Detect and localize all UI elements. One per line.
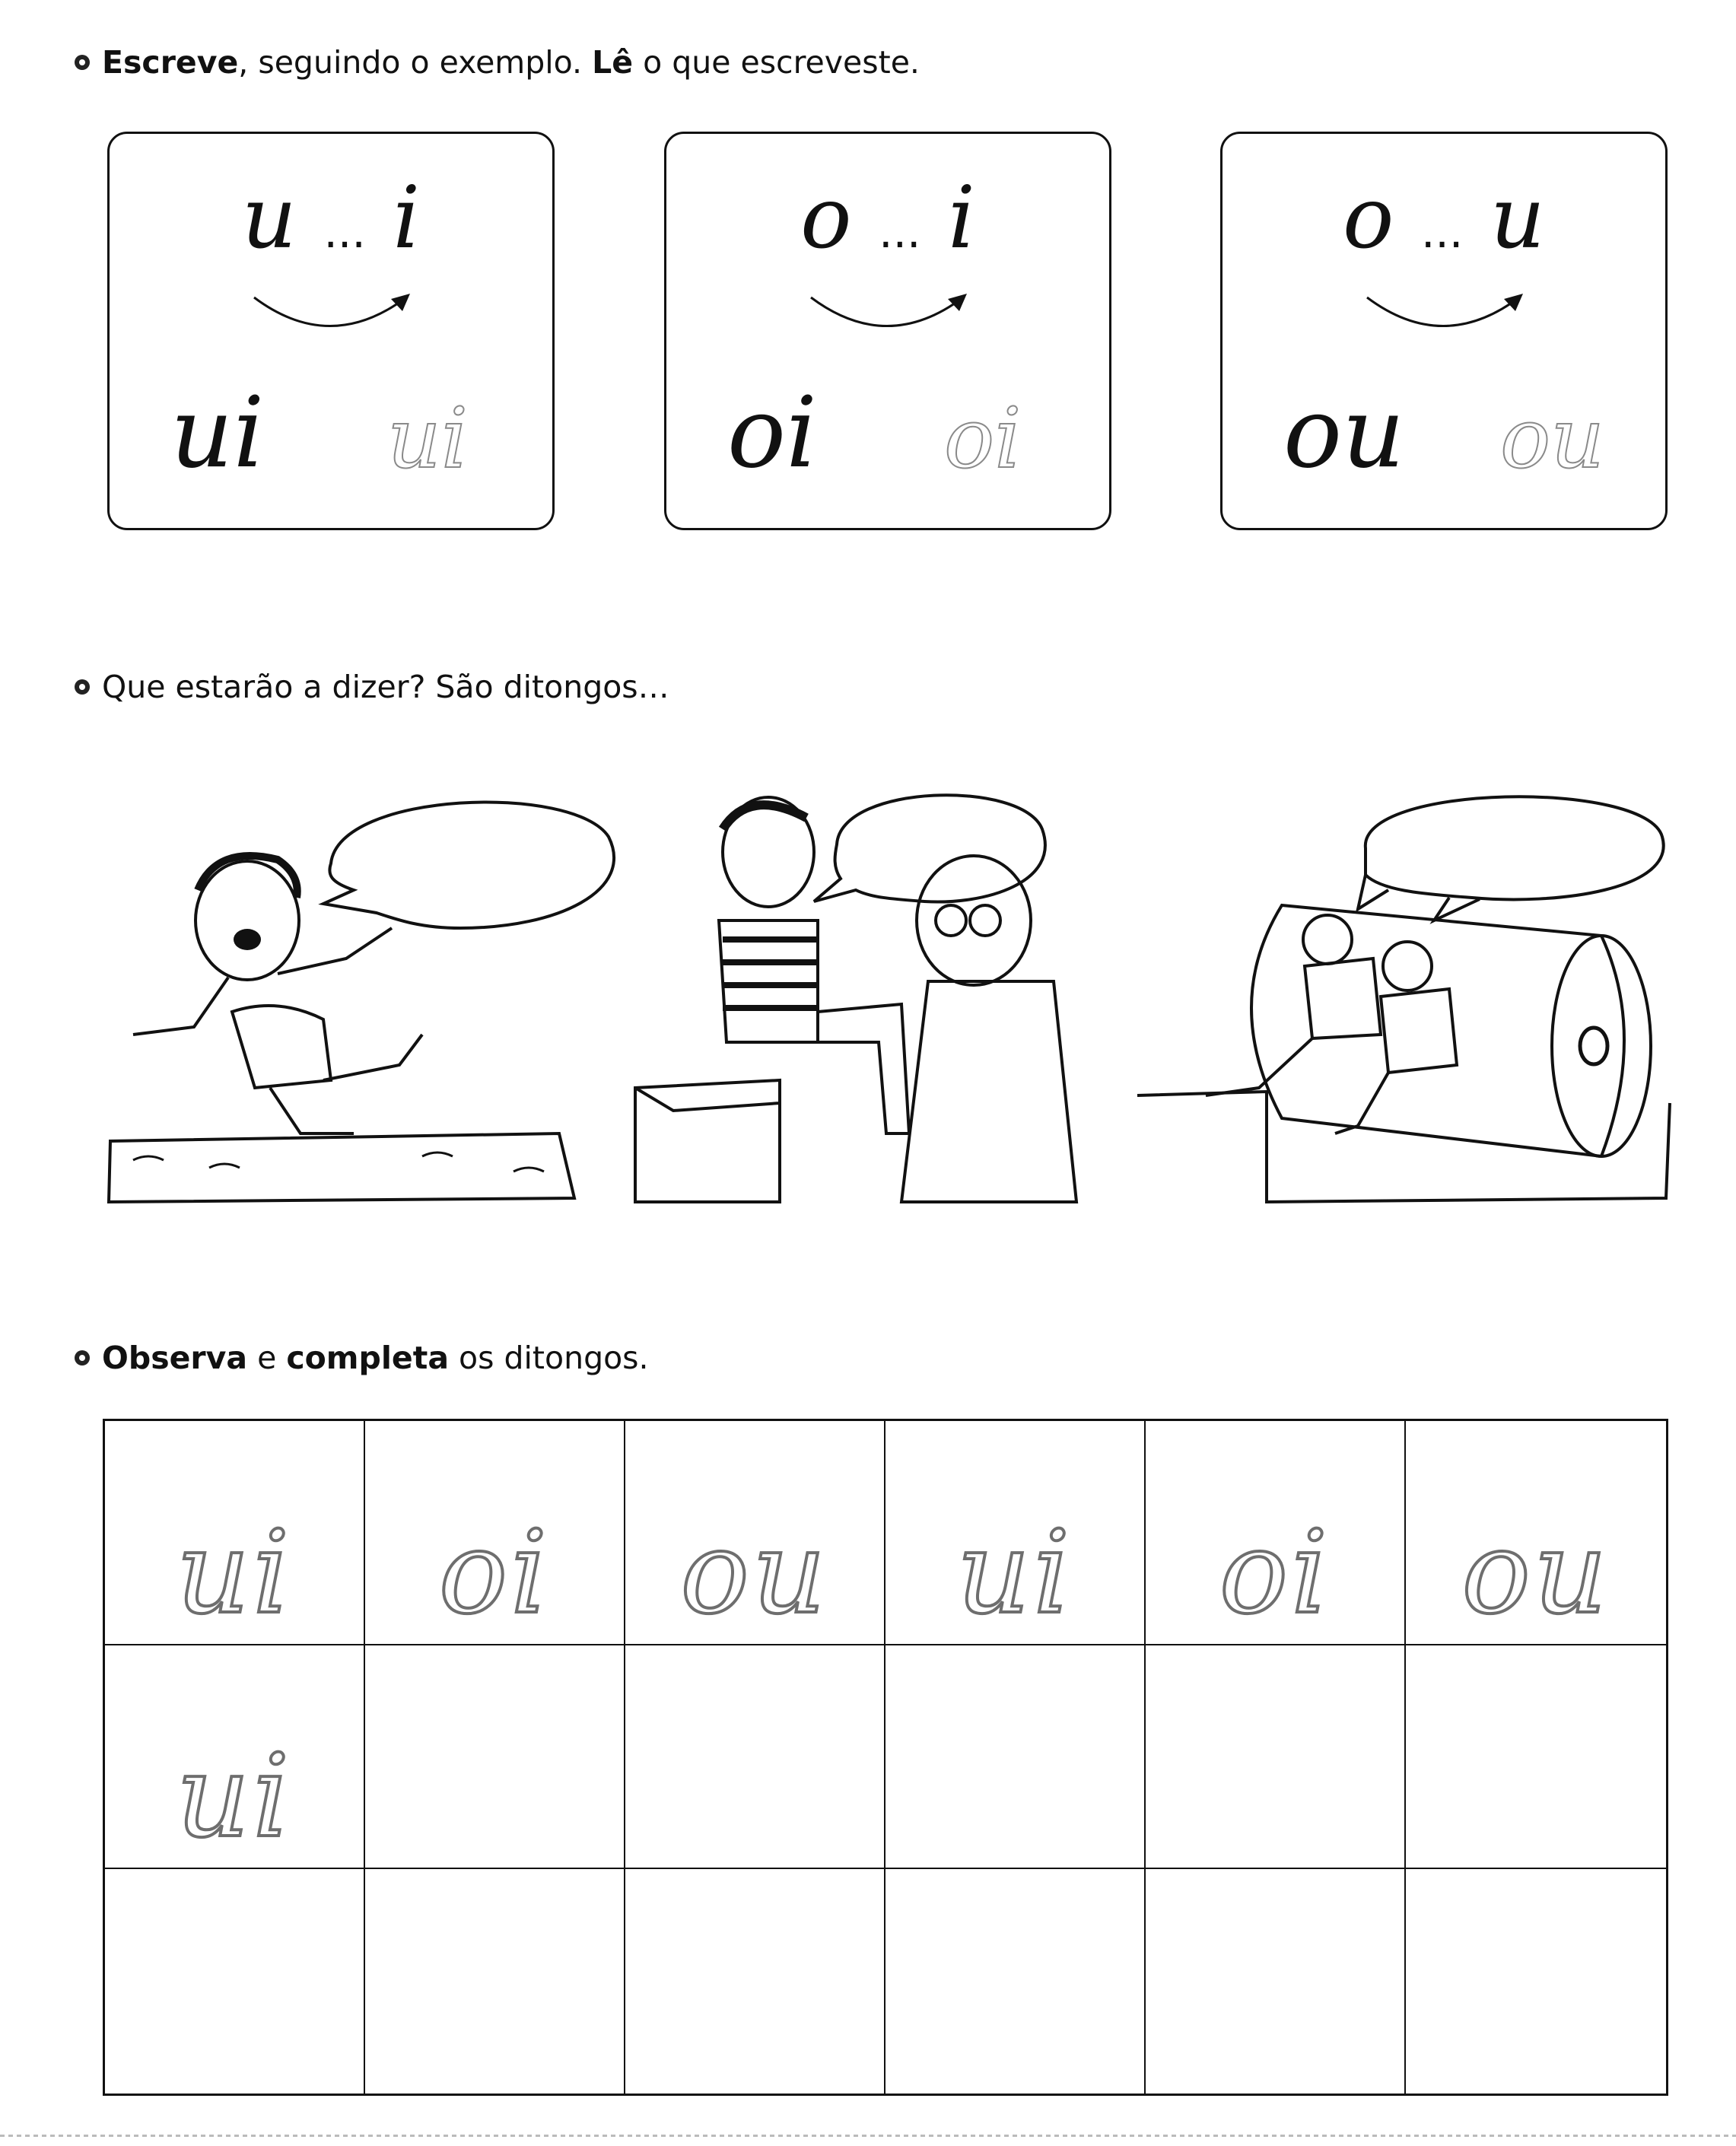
grid-cell[interactable] bbox=[1406, 1421, 1666, 1645]
ellipsis: ... bbox=[323, 206, 366, 258]
diphthong-trace[interactable]: ui bbox=[387, 389, 469, 487]
vowel-second: i bbox=[393, 169, 421, 268]
instruction-bold: Observa bbox=[102, 1340, 248, 1376]
vowel-first: o bbox=[1342, 169, 1394, 268]
vowel-pair bbox=[1223, 169, 1665, 268]
speech-bubble[interactable] bbox=[814, 795, 1045, 901]
grid-cell[interactable] bbox=[625, 1421, 885, 1645]
bullet-icon bbox=[75, 55, 90, 70]
instruction-write bbox=[75, 44, 920, 81]
grid-cell[interactable] bbox=[885, 1869, 1146, 2094]
instruction-text: , seguindo o exemplo. bbox=[238, 44, 593, 81]
grid-cell[interactable] bbox=[625, 1869, 885, 2094]
vowel-pair bbox=[666, 169, 1109, 268]
kids-pushing-roller-illustration bbox=[1130, 776, 1674, 1213]
instruction-bold: Lê bbox=[592, 44, 634, 81]
instruction-bold: completa bbox=[286, 1340, 449, 1376]
page-bottom-divider bbox=[0, 2135, 1736, 2137]
instruction-text: os ditongos. bbox=[449, 1340, 649, 1376]
diphthong-word: ui bbox=[170, 377, 265, 490]
tracing-grid bbox=[103, 1419, 1668, 2096]
example-card-ui bbox=[107, 132, 555, 530]
instruction-what-saying bbox=[75, 669, 669, 705]
instruction-text: Que estarão a dizer? São ditongos… bbox=[102, 669, 669, 705]
vowel-pair bbox=[110, 169, 552, 268]
bullet-icon bbox=[75, 679, 90, 695]
curved-arrow-icon bbox=[803, 282, 978, 351]
grid-cell[interactable] bbox=[105, 1421, 365, 1645]
vowel-first: o bbox=[800, 169, 852, 268]
speech-bubble[interactable] bbox=[323, 802, 614, 928]
dotted-diphthong: oi bbox=[1219, 1506, 1331, 1639]
boy-falling-illustration bbox=[103, 776, 620, 1213]
bullet-icon bbox=[75, 1350, 90, 1365]
dotted-diphthong: ui bbox=[956, 1506, 1073, 1639]
grid-cell[interactable] bbox=[365, 1421, 625, 1645]
ellipsis: ... bbox=[1420, 206, 1464, 258]
grid-cell[interactable] bbox=[885, 1645, 1146, 1870]
example-card-oi bbox=[664, 132, 1111, 530]
grid-cell[interactable] bbox=[105, 1869, 365, 2094]
instruction-text: o que escreveste. bbox=[633, 44, 920, 81]
grid-cell[interactable] bbox=[1406, 1645, 1666, 1870]
vowel-first: u bbox=[241, 169, 297, 268]
dotted-diphthong: ui bbox=[176, 1731, 293, 1864]
speech-bubble[interactable] bbox=[1366, 796, 1664, 899]
instruction-observe bbox=[75, 1340, 649, 1376]
grid-cell[interactable] bbox=[1146, 1421, 1406, 1645]
diphthong-word: ou bbox=[1283, 377, 1405, 490]
instruction-bold: Escreve bbox=[102, 44, 239, 81]
grid-cell[interactable] bbox=[1406, 1869, 1666, 2094]
grid-cell[interactable] bbox=[1146, 1645, 1406, 1870]
ellipsis: ... bbox=[879, 206, 921, 258]
grid-cell[interactable] bbox=[625, 1645, 885, 1870]
example-card-ou bbox=[1220, 132, 1668, 530]
curved-arrow-icon bbox=[246, 282, 421, 351]
diphthong-trace[interactable]: oi bbox=[944, 389, 1022, 487]
grid-cell[interactable] bbox=[365, 1869, 625, 2094]
diphthong-word: oi bbox=[727, 377, 817, 490]
grid-cell[interactable] bbox=[885, 1421, 1146, 1645]
dotted-diphthong: oi bbox=[438, 1506, 551, 1639]
dotted-diphthong: ou bbox=[1461, 1506, 1610, 1639]
vowel-second: i bbox=[948, 169, 975, 268]
grid-cell[interactable] bbox=[105, 1645, 365, 1870]
curved-arrow-icon bbox=[1359, 282, 1534, 351]
vowel-second: u bbox=[1490, 169, 1546, 268]
dotted-diphthong: ui bbox=[176, 1506, 293, 1639]
boy-and-doctor-illustration bbox=[628, 776, 1092, 1213]
grid-cell[interactable] bbox=[365, 1645, 625, 1870]
dotted-diphthong: ou bbox=[680, 1506, 829, 1639]
diphthong-trace[interactable]: ou bbox=[1500, 389, 1605, 487]
instruction-text: e bbox=[247, 1340, 287, 1376]
grid-cell[interactable] bbox=[1146, 1869, 1406, 2094]
